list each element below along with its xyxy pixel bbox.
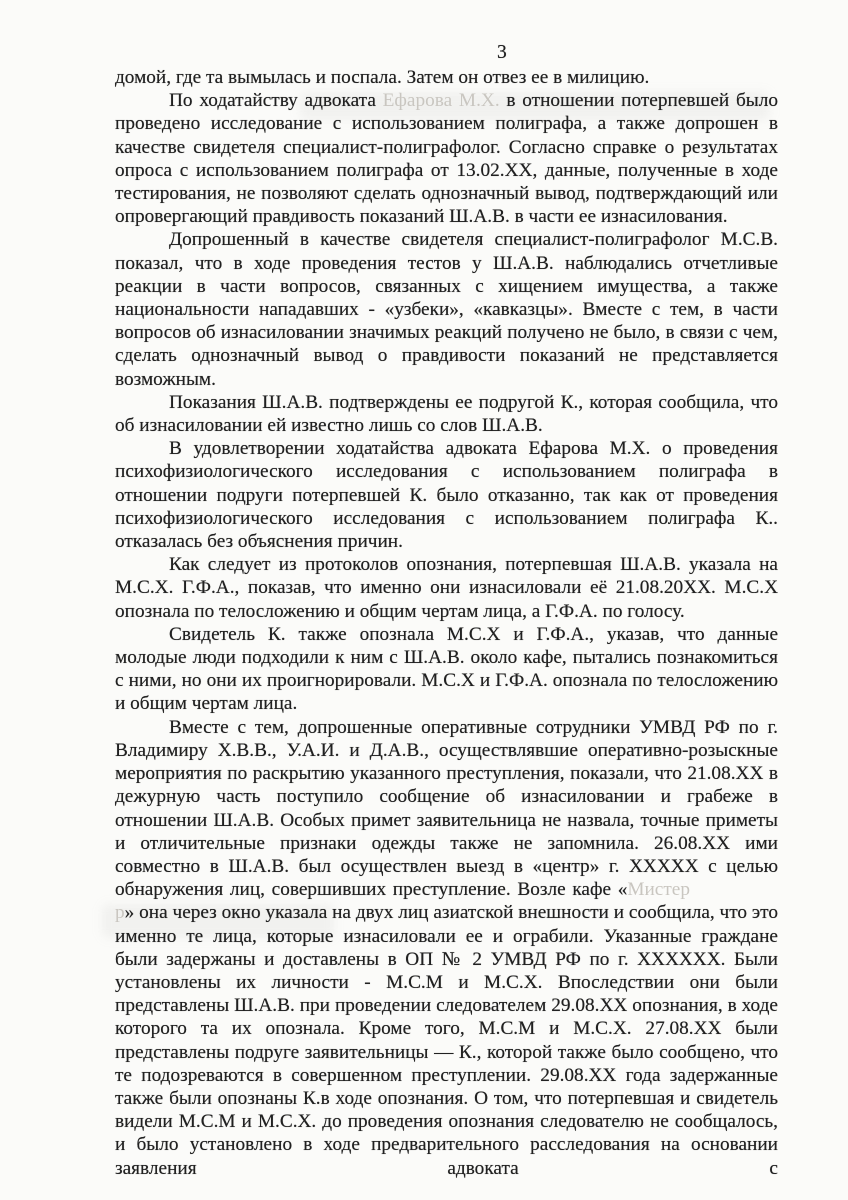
faded-text: Мистер: [627, 879, 690, 901]
text-run: » она через окно указала на двух лиц азиатской внешности и сообщила, что это именно те лица, которые изнасиловали ее и ограбили. Указанные граждане были задержаны и доставлены в ОП № 2 УМВД РФ по г. ХХХХХХ. Были установлены их личности - М.С.М и М.С.Х. Впоследствии они были представлены Ш.А.В. при проведении следователем 29.08.ХХ опознания, в ходе которого та их опознала. Кроме того, М.С.М и М.С.Х. 27.08.ХХ были представлены подруге заявительницы — К., которой также было сообщено, что те подозреваются в совершенном преступлении. 29.08.ХХ года задержанные также были опознаны К.в ходе опознания. О том, что потерпевшая и свидетель видели М.С.М и М.С.Х. до проведения опознания следователю не сообщалось, и было установлено в ходе предварительного расследования на основании заявления адвоката с: [115, 902, 778, 1179]
text-run: Свидетель К. также опознала М.С.Х и Г.Ф.А., указав, что данные молодые люди подходили к ним с Ш.А.В. около кафе, пытались познакомиться с ними, но они их проигнорировали. М.С.Х и Г.Ф.А. опознала по телосложению и общим чертам лица.: [115, 623, 778, 715]
paragraph-polygraph-expert-testimony: [115, 228, 778, 390]
document-body: [115, 66, 778, 1180]
text-run: домой, где та вымылась и поспала. Затем он отвез ее в милицию.: [115, 67, 650, 88]
redaction-gap: [690, 894, 778, 895]
paragraph-friend-confirmation: [115, 391, 778, 437]
paragraph-identification-protocols: [115, 553, 778, 623]
text-run: в отношении потерпевшей было проведено исследование с использованием полиграфа, а также допрошен в качестве свидетеля специалист-полиграфолог. Согласно справке о результатах опроса с использованием полиграфа от 13.02.ХХ, данные, полученные в ходе тестирования, не позволяют сделать однозначный вывод, подтверждающий или опровергающий правдивость показаний Ш.А.В. в части ее изнасилования.: [115, 90, 778, 228]
text-run: Вместе с тем, допрошенные оперативные сотрудники УМВД РФ по г. Владимиру Х.В.В., У.А.И. и Д.А.В., осуществлявшие оперативно-розыскные мероприятия по раскрытию указанного преступления, показали, что 21.08.ХХ в дежурную часть поступило сообщение об изнасиловании и грабеже в отношении Ш.А.В. Особых примет заявительница не назвала, точные приметы и отличительные признаки одежды также не запомнила. 26.08.ХХ ими совместно в Ш.А.В. был осуществлен выезд в «центр» г. ХХХХХ с целью обнаружения лиц, совершивших преступление. Возле кафе «: [115, 716, 778, 901]
faded-text: Ефарова М.Х.: [382, 90, 500, 112]
text-run: Показания Ш.А.В. подтверждены ее подругой К., которая сообщила, что об изнасиловании ей известно лишь со слов Ш.А.В.: [115, 391, 778, 437]
text-run: Допрошенный в качестве свидетеля специалист-полиграфолог М.С.В. показал, что в ходе проведения тестов у Ш.А.В. наблюдались отчетливые реакции в части вопросов, связанных с хищением имущества, а также национальности нападавших - «узбеки», «кавказцы». Вместе с тем, в части вопросов об изнасиловании значимых реакций получено не было, в связи с чем, сделать однозначный вывод о правдивости показаний не представляется возможным.: [115, 229, 778, 390]
paragraph-polygraph-motion: [115, 89, 778, 228]
paragraph-operatives-testimony: [115, 716, 778, 1180]
paragraph-continuation: [115, 66, 778, 89]
text-run: В удовлетворении ходатайства адвоката Ефарова М.Х. о проведения психофизиологического исследования с использованием полиграфа в отношении подруги потерпевшей К. было отказанно, так как от проведения психофизиологического исследования с использованием полиграфа К.. отказалась без объяснения причин.: [115, 438, 778, 553]
faded-text: р: [115, 902, 125, 924]
paragraph-motion-denied: [115, 437, 778, 553]
page-number: 3: [497, 42, 507, 63]
text-run: Как следует из протоколов опознания, потерпевшая Ш.А.В. указала на М.С.Х. Г.Ф.А., показав, что именно они изнасиловали её 21.08.20ХХ. М.С.Х опознала по телосложению и общим чертам лица, а Г.Ф.А. по голосу.: [115, 554, 778, 622]
paragraph-witness-identification: [115, 623, 778, 716]
text-run: По ходатайству адвоката: [169, 90, 383, 112]
